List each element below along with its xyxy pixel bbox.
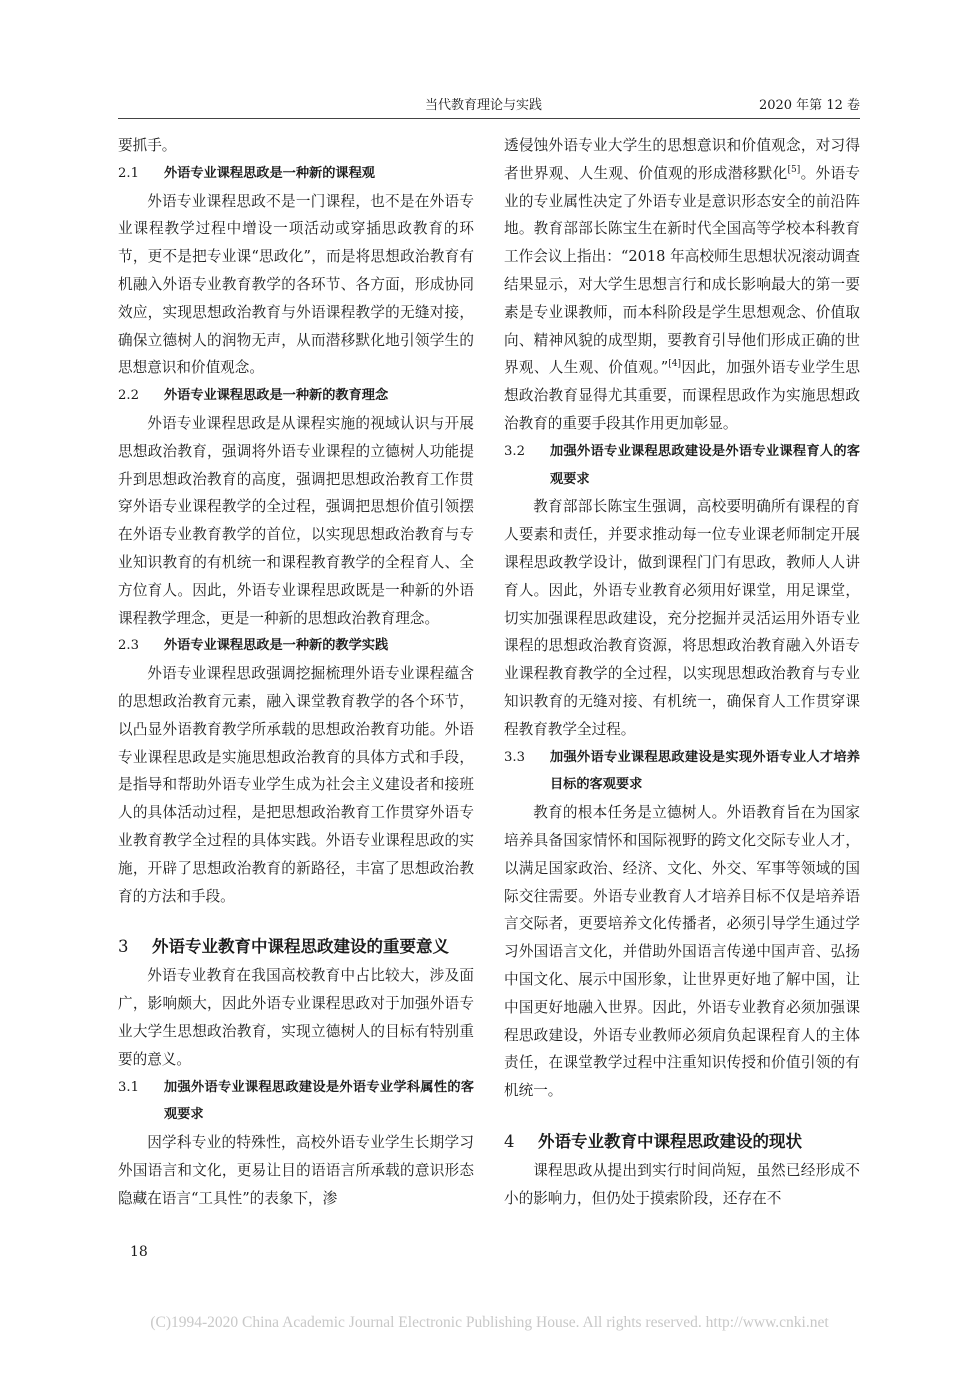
subsection-title: 外语专业课程思政是一种新的教育理念: [164, 388, 389, 404]
section-title: 外语专业教育中课程思政建设的现状: [538, 1131, 802, 1151]
paragraph: 要抓手。: [118, 137, 177, 154]
subsection-heading: [504, 438, 860, 494]
journal-name: 当代教育理论与实践: [425, 98, 543, 113]
subsection-number: 2.2: [118, 388, 139, 404]
subsection-title: 加强外语专业课程思政建设是外语专业学科属性的客观要求: [164, 1079, 474, 1123]
subsection-title: 加强外语专业课程思政建设是实现外语专业人才培养目标的客观要求: [550, 749, 860, 793]
subsection-heading: [118, 382, 474, 410]
subsection-heading: [118, 1074, 474, 1130]
paragraph: 教育部部长陈宝生强调，高校要明确所有课程的育人要素和责任，并要求推动每一位专业课老师制定开展课程思政教学设计，做到课程门门有思政，教师人人讲育人。因此，外语专业教育必须用好课堂，用足课堂，切实加强课程思政建设，充分挖掘并灵活运用外语专业课程的思想政治教育资源，将思想政治教育融入外语专业课程教育教学的全过程，以实现思想政治教育与专业知识教育的无缝对接、有机统一，确保育人工作贯穿课程教育教学全过程。: [504, 498, 860, 738]
paragraph: 外语专业课程思政是从课程实施的视域认识与开展思想政治教育，强调将外语专业课程的立德树人功能提升到思想政治教育的高度，强调把思想政治教育工作贯穿外语专业课程教学的全过程，强调把思想价值引领摆在外语专业教育教学的首位，以实现思想政治教育与专业知识教育的有机统一和课程教育教学的全程育人、全方位育人。因此，外语专业课程思政既是一种新的外语课程教学理念，更是一种新的思想政治教育理念。: [118, 414, 474, 627]
paragraph: 外语专业课程思政不是一门课程，也不是在外语专业课程教学过程中增设一项活动或穿插思政教育的环节，更不是把专业课“思政化”，而是将思想政治教育有机融入外语专业教育教学的各环节、各方面，形成协同效应，实现思想政治教育与外语课程教学的无缝对接，确保立德树人的润物无声，从而潜移默化地引领学生的思想意识和价值观念。: [118, 192, 474, 377]
text-run: 因此，加强外语专业学生思想政治教育显得尤其重要，而课程思政作为实施思想政治教育的重要手段其作用更加彰显。: [504, 359, 860, 432]
subsection-heading: [118, 632, 474, 660]
running-header: [118, 90, 860, 114]
subsection-title: 加强外语专业课程思政建设是外语专业课程育人的客观要求: [550, 443, 860, 487]
section-heading: [118, 932, 474, 962]
section-number: 4: [504, 1131, 515, 1151]
paragraph: 因学科专业的特殊性，高校外语专业学生长期学习外国语言和文化，更易让目的语语言所承载的意识形态隐藏在语言“工具性”的表象下，渗: [118, 1134, 474, 1207]
subsection-heading: [118, 160, 474, 188]
paragraph: 外语专业课程思政强调挖掘梳理外语专业课程蕴含的思想政治教育元素，融入课堂教育教学的各个环节，以凸显外语教育教学所承载的思想政治教育功能。外语专业课程思政是实施思想政治教育的具体方式和手段，是指导和帮助外语专业学生成为社会主义建设者和接班人的具体活动过程，是把思想政治教育工作贯穿外语专业教育教学全过程的具体实践。外语专业课程思政的实施，开辟了思想政治教育的新路径，丰富了思想政治教育的方法和手段。: [118, 665, 474, 905]
subsection-number: 2.1: [118, 165, 139, 181]
left-column: [118, 132, 474, 1212]
citation-ref: [5]: [787, 164, 801, 175]
subsection-heading: [504, 744, 860, 800]
subsection-number: 3.1: [118, 1079, 139, 1095]
section-heading: [504, 1127, 860, 1157]
subsection-title: 外语专业课程思政是一种新的教学实践: [164, 638, 389, 654]
subsection-title: 外语专业课程思政是一种新的课程观: [164, 165, 375, 181]
header-divider: [118, 118, 860, 119]
subsection-number: 3.2: [504, 443, 525, 459]
right-column: [504, 132, 860, 1212]
subsection-number: 2.3: [118, 638, 139, 654]
text-run: 透侵蚀外语专业大学生的思想意识和价值观念，对习得者世界观、人生观、价值观的形成潜移默化: [504, 137, 860, 182]
citation-ref: [4]: [668, 359, 681, 370]
section-title: 外语专业教育中课程思政建设的重要意义: [152, 937, 449, 957]
paragraph: 外语专业教育在我国高校教育中占比较大，涉及面广，影响颇大，因此外语专业课程思政对于加强外语专业大学生思想政治教育，实现立德树人的目标有特别重要的意义。: [118, 967, 474, 1068]
volume-label: 2020 年第 12 卷: [758, 98, 860, 113]
text-run: 。外语专业的专业属性决定了外语专业是意识形态安全的前沿阵地。教育部部长陈宝生在新时代全国高等学校本科教育工作会议上指出：“2018 年高校师生思想状况滚动调查结果显示，对大学生思想言行和成长影响最大的第一要素是专业课教师，而本科阶段是学生思想观念、价值取向、精神风貌的成型期，要教育引导他们形成正确的世界观、人生观、价值观。”: [504, 164, 860, 377]
copyright-footer: (C)1994-2020 China Academic Journal Electronic Publishing House. All rights reserved. http://www.cnki.net: [150, 1314, 829, 1331]
paragraph: [504, 132, 860, 438]
paragraph: 课程思政从提出到实行时间尚短，虽然已经形成不小的影响力，但仍处于摸索阶段，还存在不: [504, 1161, 860, 1207]
section-number: 3: [118, 937, 129, 957]
page-number: 18: [130, 1244, 148, 1260]
paragraph: 教育的根本任务是立德树人。外语教育旨在为国家培养具备国家情怀和国际视野的跨文化交际专业人才，以满足国家政治、经济、文化、外交、军事等领域的国际交往需要。外语专业教育人才培养目标不仅是培养语言交际者，更要培养文化传播者，必须引导学生通过学习外国语言文化，并借助外国语言传递中国声音、弘扬中国文化、展示中国形象，让世界更好地了解中国，让中国更好地融入世界。因此，外语专业教育必须加强课程思政建设，外语专业教师必须肩负起课程育人的主体责任，在课堂教学过程中注重知识传授和价值引领的有机统一。: [504, 804, 860, 1100]
subsection-number: 3.3: [504, 749, 525, 765]
